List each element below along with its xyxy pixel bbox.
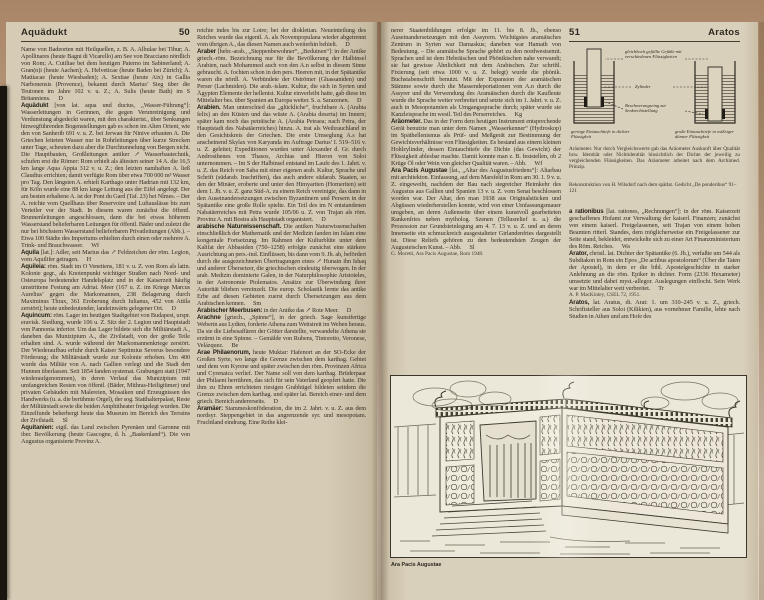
author-signature: D — [356, 97, 362, 104]
entry-list — [197, 27, 366, 426]
left-page-column-1 — [21, 27, 190, 445]
dictionary-entry: Arachne [griech., „Spinne“], in der griech. Sage kunstfertige Weberin aus Lydien, forderte Athena zum Wettstreit im Weben heraus. Da sie die Liebesaffären der Götter darstellte, verwandelte Athena sie erzürnt in eine Spinne. – Gemälde von Rubens, Tintoretto, Veronese, Velázquez. Be — [197, 314, 366, 349]
entry-headword: Aratos, — [569, 299, 590, 306]
author-signature: Sl — [469, 244, 475, 251]
vessel-dense-liquid — [574, 49, 614, 123]
entry-list — [391, 27, 561, 257]
diagram-caption-left: geringe Eintauchtiefe in dichter Flüssigkeit — [571, 129, 630, 139]
entry-headword: Araber — [197, 48, 217, 55]
author-signature: H — [86, 256, 92, 263]
author-signature: Tr — [658, 285, 664, 292]
entry-headword: Aramäer: — [197, 405, 223, 412]
entry-list — [569, 208, 740, 320]
araeometer-diagram — [569, 46, 740, 205]
diagram-source-caption: Rekonstruktion von H. Wilsdorf nach dem spätlat. Gedicht „De ponderibus“ 91–121 — [569, 182, 737, 194]
photo-left-edge — [0, 86, 7, 600]
page-right — [381, 22, 758, 600]
author-signature: Wf — [534, 160, 543, 167]
entry-headword: Arabien. — [197, 104, 221, 111]
entry-headword: Aquädukt — [21, 102, 49, 109]
dictionary-entry: reichte indes bis zur Loire; bei der diokletian. Neueinteilung des Reiches wurde das eigentl. A. als Novempopulana wieder abgetrennt vom übrigen A., das diesen Namen auch weiterhin behielt. D — [197, 27, 366, 48]
running-head-right — [569, 27, 740, 42]
right-page-column-1 — [391, 27, 561, 375]
dictionary-entry: Ara Pacis Augustae [lat., „Altar des Augustusfriedens“]: Altarbau mit architekton. Einfassung, auf dem Marsfeld in Rom am 30. 1. 9 v. u. Z. eingeweiht, nachdem der Bau nach siegreicher Heimkehr des Augustus aus Gallien und Spanien 13 v. u. Z. vom Senat beschlossen worden war. Der Altar, den man 1938 aus Originalstücken und Abgüssen wiederherstellen konnte, wird von einer Umfassungsmauer umgeben, an deren Außenseite über einem kunstvoll gearbeiteten Rankenfries neben mytholog. Szenen (Tellusrelief u. a.) die Prozession zur Grundsteinlegung am 4. 7. 13 v. u. Z. und an deren Innenseite ein schmuckreich ausgestalteter Girlandenfries dargestellt ist. Diese Reliefs gehören zu den bedeutendsten Zeugen der Augusteischen Kunst. – Abb. Sl — [391, 167, 561, 251]
dictionary-entry: Aquitanien: eigtl. das Land zwischen Pyrenäen und Garonne mit iber. Bevölkerung (heute Gascogne, d. h. „Baskenland“). Die von Augustus organisierte Provinz A. — [21, 424, 190, 445]
entry-headword: Arabischer Meerbusen: — [197, 307, 263, 314]
entry-headword: a rationibus — [569, 208, 604, 215]
dictionary-entry: Arator, christl. lat. Dichter der Spätantike (6. Jh.), verfaßte um 544 als Subdiakon in Rom ein Epos „De actibus apostolorum“ (Über die Taten der Apostel), in dem er die bibl. Apostelgeschichte in starker Anlehnung an die röm. Epiker in dichter. Form (2336 Hexameter) umsetzte und dabei myst.-allegor. Auslegungen einflocht. Sein Werk war im Mittelalter weit verbreitet. Tr — [569, 250, 740, 292]
entry-headword: Aquila — [21, 249, 40, 256]
ara-pacis-engraving — [390, 375, 747, 558]
entry-headword: Ara Pacis Augustae — [391, 167, 448, 174]
diagram-label-cylinder: Zylinder — [635, 84, 651, 89]
bibliography-line: A. P. MacKinley, CSEL 72, 1951. — [569, 292, 641, 298]
bibliography-line: G. Moretti, Ara Pacis Augustae, Rom 1948. — [391, 251, 484, 257]
diagram-main-caption: Aräometer. Nur durch Vergleichswerte gab das Aräometer Auskunft über Qualität bzw. Identität oder Nichtidentität hinsichtlich der Dichte der jeweilig zu vergleichenden Flüssigkeiten. Das Aräometer arbeitet nach dem Archimed. Prinzip. — [569, 146, 740, 170]
dictionary-entry: Arae Philaenorum, heute Muktar: Hafenort an der SO-Ecke der Großen Syrte, wo lange die Grenze zwischen dem karthag. Gebiet und dem von Kyrene und später zwischen den röm. Provinzen Africa und Cyrenaica verlief. Der Name soll von dem karthag. Brüderpaar der Philaeni herrühren, das sich für sein Vaterland geopfert hatte. Die ihm zu Ehren errichteten riesigen Grabhügel bildeten seitdem die Grenze zwischen dem karthag. und später lat. Bereich einer- und dem griech. Bereich andererseits. D — [197, 349, 366, 405]
floating-cylinder — [587, 49, 601, 107]
entry-headword: Aquincum: — [21, 312, 52, 319]
left-page-column-2 — [197, 27, 366, 445]
author-signature: D — [321, 216, 326, 223]
dictionary-entry: Arabien. Man unterschied das „glückliche“, fruchtbare A. (Arabia felix) an den Küsten und das wüste A. (Arabia deserta) im Innern; später kam noch das peträische A. (Arabia Petraea; nach Petra, der Hauptstadt des Nabatäerreiches) hinzu. A. trat als Weihrauchland in den Gesichtskreis der Griechen. Die erste Umseglung A.s hat anscheinend Skylax von Karyanda im Auftrage Darius’ I. 519–516 v. u. Z. geleitet; Expeditionen wurden unter Alexander d. Gr. durch Androsthenes von Thasos, Archias und Hieron von Soloi unternommen. – Im S der Halbinsel entstand im Laufe des 1. Jahrt. v. u. Z. das Reich von Saba mit einer eigenen arab. Kultur, Sprache und Schrift (südarab. Inschriften), das auch andere südarab. Staaten, so den der Minäer, eroberte und unter den Himyariten (Homeriten) seit dem 1. Jh. v. u. Z. ganz Süd-A. zu einem Reich vereinigte, das dann in den Auseinandersetzungen zwischen Byzantinern und Persern in der Spätantike eine große Rolle spielte. Ein Teil des im N entstandenen Nabatäerreiches mit Petra wurde 105/06 u. Z. von Trajan als röm. Provinz A. mit Bostra als Hauptstadt organisiert. D — [197, 104, 366, 223]
diagram-label-ring: Beschwerungsring zur Senkrechtstellung — [625, 103, 667, 113]
dictionary-entry: Aratos, lat. Aratus, dt. Arat: 1. um 310–245 v. u. Z., griech. Schriftsteller aus Soloi (Kilikien), aus vornehmer Familie, lebte nach Studien in Athen und am Hofe des — [569, 299, 740, 320]
dictionary-entry: Araber [hebr.-arab., „Steppenbewohner“, „Beduinen“]: in der Antike griech.-röm. Bezeichnung nur für die Bevölkerung der Halbinsel Arabien, nach Mohammed auch von den A.n selbst in diesem Sinne gebraucht. A. fochten schon in den pers. Heeren mit, in der Spätantike waren die nördl. A. Verbündete der Oströmer (Ghassaniden) und Perser (Lachmiden). Die arab.-islam. Kultur, die sich in Syrien und Ägypten Elemente der hellenist. Kultur einverleibt hatte, gab diese im Mittelalter bes. über Spanien an Europa weiter. S. a. Sarazenen. D — [197, 48, 366, 104]
page-number: 51 — [569, 27, 581, 38]
author-signature: Wf — [91, 242, 100, 249]
catchword: Aratos — [708, 27, 740, 38]
dictionary-entry: Aquila [lat.]: Adler, seit Marius das ↗ Feldzeichen der röm. Legion, vom Aquilifer getragen. H — [21, 249, 190, 263]
catchword: Aquädukt — [21, 27, 68, 38]
author-signature: Be — [231, 342, 239, 349]
dictionary-entry: Arabischer Meerbusen: in der Antike das ↗ Rote Meer. D — [197, 307, 352, 314]
vessel-thin-liquid — [695, 61, 735, 123]
author-signature: D — [346, 307, 352, 314]
floating-cylinder — [708, 67, 722, 121]
author-signature: Sm — [253, 300, 262, 307]
running-head-left — [21, 27, 190, 42]
entry-headword: Aräometer. — [391, 118, 422, 125]
diagram-label-vessels: gleichhoch gefüllte Gefäße mit verschiedenen Flüssigkeiten — [625, 49, 682, 59]
dictionary-entry: nerer Staatenbildungen erfolgte im 11. bis 8. Jh., ebenso Auseinandersetzungen mit den Assyrern. Wichtigstes aramäisches Zentrum in Syrien war Damaskus; daneben war Hamath von Bedeutung. – Die aramäische Sprache gehört zu den nordwestsemit. Sprachen und ist dem Hebräischen und Phönikischen nahe verwandt; sie hat gewisse Ähnlichkeit mit dem Arabischen. Zur schriftl. Fixierung (seit etwa 1000 v. u. Z. belegt) wurde die phönik. Buchstabenschrift benutzt. Mit der Expansion der aramäischen Stämme sowie durch die Massendeportationen von A.n durch die Assyrer und die Verwendung des Aramäischen durch die Kaufleute wurde die Sprache weiter verbreitet und setzte sich im 1. Jahrt. v. u. Z. auch in Mesopotamien als Umgangssprache durch; später wurde sie Kanzleisprache im westl. Teil des Perserreiches. Kg — [391, 27, 561, 118]
dictionary-entry: Aquileia: röm. Stadt im O Venetiens, 181 v. u. Z. von Rom als latin. Kolonie gegr., als Knotenpunkt wichtiger Straßen nach Nord- und Osteuropa bedeutender Handelsplatz und in der Kaiserzeit häufig umstrittene Festung am Adriat. Meer (167 u. Z. im Kriege Marcus Aurelius’ gegen die Markomannen, 238 Belagerung durch Maximinus Thrax, 361 Eroberung durch Iulianus, 452 von Attila zerstört); heute unbedeutender, landeinwärts gelegener Ort. D — [21, 263, 190, 312]
dictionary-entry: Aquincum: röm. Lager im heutigen Stadtgebiet von Budapest, urspr. eravisk. Siedlung, wurde 106 u. Z. Sitz der 2. Legion und Hauptstadt von Pannonia inferior. Um das Lager bildete sich die Militärstadt A., daneben das Munizipium A., die Zivilstadt, von der große Teile erhalten sind. A. wurde während der Markomannenkriege zerstört. Der Wiederaufbau erfuhr durch Kaiser Septimius Severus besondere Förderung; die Militärstadt wurde zur Kolonie erhoben. Um 400 wurde das Militär von A. nach Gallien verlegt und die Stadt den Hunnen überlassen. Seit 1854 fanden systemat. Grabungen statt (1947 wiederaufgenommen), in deren Verlauf das Munizipium mit umfangreichen Resten von öffentl. (Bäder, Mithras-Heiligtümer) und privaten Gebäuden mit Malereien, Mosaiken und Erzeugnissen des Handwerks (u. a. die berühmte Orgel), der sog. Statthalterpalast, Reste der Militärstadt sowie die beiden Amphitheater freigelegt wurden. Die Einzelfunde beherbergt heute das Museum im Bereich des Terrains der Zivilstadt. Sl — [21, 312, 190, 424]
author-signature: Wa — [621, 243, 630, 250]
entry-headword: Arachne — [197, 314, 221, 321]
dictionary-entry: Aramäer: Stammeskonföderation, die im 2. Jahrt. v. u. Z. aus dem nordsyr. Steppengebiet in das angrenzende syr. und mesopotam. Fruchtland eindrang. Eine Reihe klei- — [197, 405, 366, 426]
illustration-caption: Ara Pacis Augustae — [391, 562, 442, 568]
dictionary-entry: Aräometer. Das in der Form dem heutigen Instrument entsprechende Gerät benutzte man unter dem Namen „Wasserkenner“ (Hydroskop) im Späthellenismus als Prüf- und Meßgerät zur Bestimmung der Gewichtsverhältnisse von Flüssigkeiten. Es bestand aus einem kleinen Hohlzylinder, dessen Eintauchtiefe die Dichte (das Gewicht) der Flüssigkeit ablesbar machte. Damit konnte man z. B. feststellen, ob 2 Krüge Öl oder Wein von gleicher Qualität waren. – Abb. Wf — [391, 118, 561, 167]
page-number: 50 — [178, 27, 190, 38]
entry-headword: Arator, — [569, 250, 588, 257]
entry-list — [21, 46, 190, 445]
photo-right-edge — [759, 22, 764, 600]
author-signature: D — [273, 398, 278, 405]
dictionary-entry: a rationibus [lat. rationes, „Rechnungen“]: in der röm. Kaiserzeit geschaffenes Hofamt zur Verwaltung der kaiserl. Finanzen; zunächst von einem kaiserl. Freigelassenen, seit Trajan von einem hohen Beamten ritterl. Standes, dem möglicherweise ein Freigelassener zur Seite stand, bekleidet, entwickelte sich zu einer Art Finanzministerium des Röm. Reiches. Wa — [569, 208, 740, 250]
dictionary-entry: Name von Badeorten mit Heilquellen, z. B. A. Albulae bei Tibur; A. Apollinares (heute Bagni di Vicarello) am See von Bracciano nördlich von Rom; A. Cutiliae bei dem heutigen Paterno im Sabinerland; A. Gran(n)i (heute Aachen); A. Helveticae (heute Baden bei Zürich); A. Mattiacae (heute Wiesbaden); A. Sextiae (heute Aix) in Gallia Narbonensis (Provence), bekannt durch Marius’ Sieg über die Teutonen im Jahre 102 v. u. Z.; A. Sulis (heute Bath) im S Britanniens. D — [21, 46, 190, 102]
entry-headword: Arae Philaenorum, — [197, 349, 251, 356]
diagram-caption-right: große Eintauchtiefe in wäßriger dünner Flüssigkeit — [675, 129, 734, 139]
author-signature: D — [171, 305, 176, 312]
dictionary-entry: Aquädukt [von lat. aqua und ductus, „Wasser-Führung“]: Wasserleitungen in Gerinnen, die gegen Verunreinigung und Verdunstung abgedeckt waren, mit den charakterist., über Senkungen hinwegführenden Bogenstellungen gab es schon im Alten Orient, wie den von Sanherib 691 v. u. Z. bei Jerwan für Ninive erbauten A. Die Griechen leiteten Wasser nur in Rohrleitungen über kurze Strecken unter Tage, scheuten dazu aber die Durchtunnelung von Bergen nicht. Die Hauptbauten, Großleitungen antiker ↗ Wasserbautechnik, schufen erst die Römer: Rom erhielt als ältesten seiner 14 A. die 16,5 km lange Aqua Appia 312 v. u. Z.; den letzten namhaften A. ließ Claudius errichten; damit verfügte Rom über etwa 700 000 m³ Wasser pro Tag. Den längsten A. erhielt Karthago unter Hadrian mit 132 km, für Köln wurde eine 88 km lange Leitung aus der Eifel angelegt. Der am besten erhaltene A. ist der Pont du Gard (Taf. 23) bei Nîmes. – Der A. reichte vom Quellhaus über Reservoire und Luftauslässe bis zum Verteiler vor der Stadt. In diesem waren zunächst die öffentl. Brunnenleitungen angeschlossen, dann die bei etwas höherem Wasserstand belieferbaren Leitungen für öffentl. Bäder und zuletzt die nur bei höchstem Wasserstand belieferbaren Privatleitungen (Abb.). – Etwa 100 Städte des Imperiums erhielten durch einen oder mehrere A. Trink- und Brauchwasser. Wf — [21, 102, 190, 249]
entry-headword: Aquitanien: — [21, 424, 54, 431]
right-page-column-2 — [569, 27, 740, 375]
entry-headword: Aquileia: — [21, 263, 46, 270]
entry-headword: arabische Naturwissenschaft. — [197, 223, 282, 230]
book-gutter-shadow — [371, 22, 389, 600]
page-left — [6, 22, 377, 600]
author-signature: Sl — [62, 417, 68, 424]
author-signature: Kg — [514, 111, 523, 118]
author-signature: D — [345, 41, 350, 48]
author-signature: D — [58, 95, 63, 102]
dictionary-entry: arabische Naturwissenschaft. Die antiken Naturwissenschaften einschließlich der Mathematik und der Medizin fanden im Islam eine kongeniale Fortsetzung. Im Rahmen der Kulturblüte unter dem Kalifat der Abbasiden (750–1258) erfolgte zunächst eine stärkere Ausrichtung an pers.-ind. Einflüssen, bis dann vom 9. Jh. ab, befördert durch die ausgezeichneten Übertragungen eines ↗ Hunain ibn Ishaq und anderer Übersetzer, die griechischen eindeutig überwogen. In der arab. Medizin dominierte Galen, in der Naturphilosophie Aristoteles, in der Astronomie Ptolemaios. Ansätze zur Überwindung ihrer Autorität blieben vereinzelt. Die europ. Scholastik lernte das antike Erbe auf diesen Gebieten zuerst durch Übersetzungen aus dem Arabischen kennen. Sm — [197, 223, 366, 307]
